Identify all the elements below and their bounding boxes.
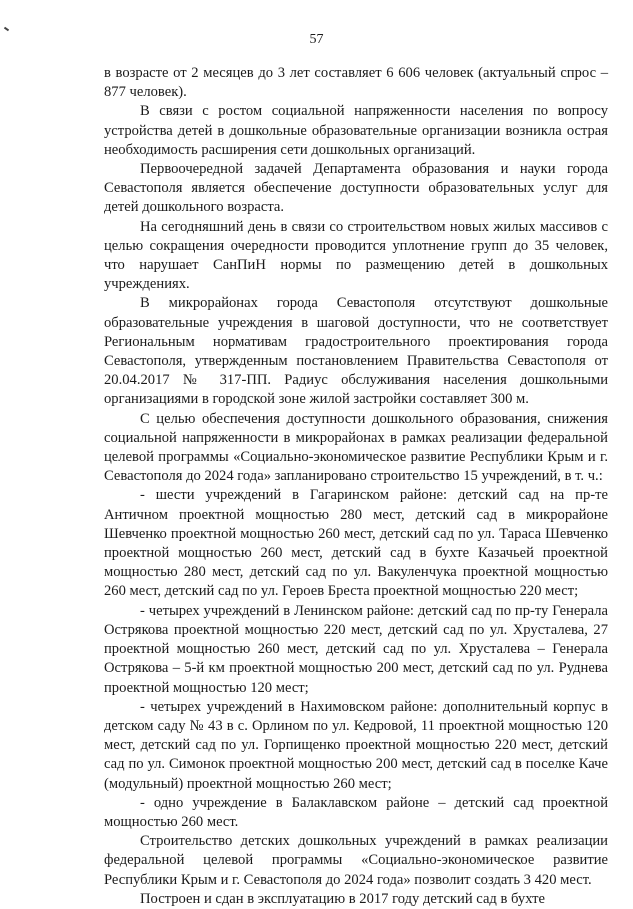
list-item-gagarinsky: - шести учреждений в Гагаринском районе: детский сад на пр-те Античном проектной мощностью 280 мест, детский сад в микрорайоне Шевченко проектной мощностью 260 мест, детский сад по ул. Тараса Шевченко проектной мощностью 260 мест, детский сад в бухте Казачьей проектной мощностью 280 мест, детский сад по ул. Вакуленчука проектной мощностью 260 мест, детский сад по ул. Героев Бреста проектной мощностью 220 мест; (104, 487, 608, 600)
document-body (104, 64, 608, 909)
paragraph-priority-task: Первоочередной задачей Департамента образования и науки города Севастополя является обеспечение доступности образовательных услуг для детей дошкольного возраста. (104, 161, 608, 216)
paragraph-microdistricts: В микрорайонах города Севастополя отсутствуют дошкольные образовательные учреждения в шаговой доступности, что не соответствует Региональным нормативам градостроительного проектирования города Севастополя, утвержденным постановлением Правительства Севастополя от 20.04.2017 № 317-ПП. Радиус обслуживания населения дошкольными организациями в городской зоне жилой застройки составляет 300 м. (104, 295, 608, 408)
paragraph-places-total: Строительство детских дошкольных учреждений в рамках реализации федеральной целевой программы «Социально-экономическое развитие Республики Крым и г. Севастополя до 2024 года» позволит создать 3 420 мест. (104, 833, 608, 888)
paragraph-continuation: в возрасте от 2 месяцев до 3 лет составляет 6 606 человек (актуальный спрос – 877 человек). (104, 65, 608, 101)
paragraph-construction-plan: С целью обеспечения доступности дошкольного образования, снижения социальной напряженности в микрорайонах в рамках реализации федеральной целевой программы «Социально-экономическое развитие Республики Крым и г. Севастополя до 2024 года» запланировано строительство 15 учреждений, в т. ч.: (104, 410, 608, 485)
paragraph-social-tension: В связи с ростом социальной напряженности населения по вопросу устройства детей в дошкольные образовательные организации возникла острая необходимость расширения сети дошкольных организаций. (104, 103, 608, 158)
paragraph-built-2017: Построен и сдан в эксплуатацию в 2017 году детский сад в бухте (140, 890, 545, 907)
list-item-leninsky: - четырех учреждений в Ленинском районе: детский сад по пр-ту Генерала Острякова проектной мощностью 220 мест, детский сад по ул. Хрусталева, 27 проектной мощностью 260 мест, детский сад по ул. Хрусталева – Генерала Острякова – 5-й км проектной мощностью 200 мест, детский сад по ул. Руднева проектной мощностью 120 мест; (104, 602, 608, 696)
page-number: 57 (309, 32, 324, 47)
paragraph-group-compaction: На сегодняшний день в связи со строительством новых жилых массивов с целью сокращения очередности проводится уплотнение групп до 35 человек, что нарушает СанПиН нормы по размещению детей в дошкольных учреждениях. (104, 218, 608, 293)
list-item-balaklavsky: - одно учреждение в Балаклавском районе – детский сад проектной мощностью 260 мест. (104, 794, 608, 830)
list-item-nakhimovsky: - четырех учреждений в Нахимовском районе: дополнительный корпус в детском саду № 43 в с. Орлином по ул. Кедровой, 11 проектной мощностью 120 мест, детский сад по ул. Горпищенко проектной мощностью 220 мест, детский сад по ул. Симонок проектной мощностью 200 мест, детский сад в поселке Каче (модульный) проектной мощностью 260 мест; (104, 698, 608, 792)
